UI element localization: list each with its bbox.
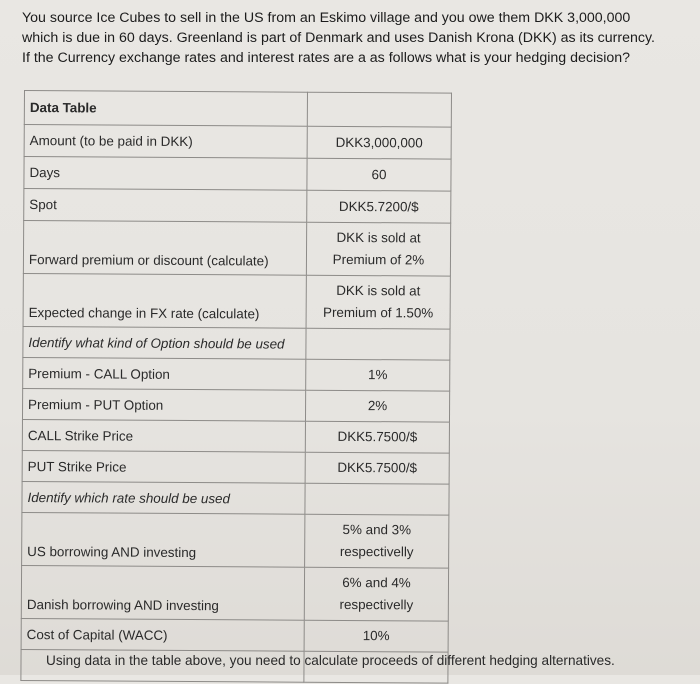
row-value: 2% xyxy=(305,390,449,422)
question-text xyxy=(22,8,694,68)
data-table xyxy=(20,90,452,684)
row-value-line-2: respectivelly xyxy=(339,596,414,613)
table-row xyxy=(23,221,450,277)
row-label: PUT Strike Price xyxy=(22,450,305,483)
row-value: DKK5.7200/$ xyxy=(307,190,451,223)
table-row xyxy=(21,618,448,652)
row-label: Days xyxy=(24,157,307,191)
table-row xyxy=(23,326,450,360)
row-value-line-2: Premium of 1.50% xyxy=(323,304,434,321)
row-value xyxy=(306,275,450,329)
row-value-line-1: DKK is sold at xyxy=(336,282,421,299)
row-value-line-1: DKK is sold at xyxy=(336,229,421,246)
row-value-line-2: respectivelly xyxy=(339,543,414,560)
table-row xyxy=(23,357,450,391)
question-line-1: You source Ice Cubes to sell in the US from an Eskimo village and you owe them DKK 3,000,000 xyxy=(22,10,631,26)
table-row xyxy=(23,273,450,329)
row-label: Forward premium or discount (calculate) xyxy=(23,221,306,276)
table-row xyxy=(22,388,449,422)
table-row xyxy=(24,189,451,224)
row-value: DKK5.7500/$ xyxy=(305,452,449,484)
row-value-line-1: 5% and 3% xyxy=(342,521,412,538)
row-value: DKK5.7500/$ xyxy=(305,421,449,453)
row-label: Spot xyxy=(24,189,307,223)
table-header-row xyxy=(24,91,451,128)
row-value xyxy=(305,514,449,568)
row-value xyxy=(305,483,449,515)
question-line-3: If the Currency exchange rates and interest rates are a as follows what is your hedging decision? xyxy=(22,50,631,66)
row-label: Premium - PUT Option xyxy=(22,388,305,421)
table-title: Data Table xyxy=(24,91,307,127)
table-row xyxy=(24,157,451,192)
row-label: Expected change in FX rate (calculate) xyxy=(23,273,306,328)
row-value xyxy=(306,328,450,360)
row-label: Premium - CALL Option xyxy=(23,357,306,390)
row-value: 60 xyxy=(307,158,451,191)
row-value xyxy=(306,222,450,276)
row-value-line-1: 6% and 4% xyxy=(342,574,411,591)
row-value xyxy=(304,567,448,621)
table-row xyxy=(22,512,449,568)
footer-instruction: Using data in the table above, you need to calculate proceeds of different hedging alternatives. xyxy=(46,653,615,668)
table-row xyxy=(22,419,449,453)
question-line-2: which is due in 60 days. Greenland is part of Denmark and uses Danish Krona (DKK) as its currency. xyxy=(22,30,655,46)
table-row xyxy=(21,565,448,621)
row-value-line-2: Premium of 2% xyxy=(332,251,425,268)
table-row xyxy=(24,125,451,160)
table-row xyxy=(22,481,449,515)
table-header-empty-cell xyxy=(307,92,451,127)
row-value: 1% xyxy=(306,359,450,391)
row-value: 10% xyxy=(304,620,448,652)
table-row xyxy=(22,450,449,484)
row-label: CALL Strike Price xyxy=(22,419,305,452)
row-label: Identify which rate should be used xyxy=(22,481,305,514)
row-label: Cost of Capital (WACC) xyxy=(21,618,304,651)
row-label: Identify what kind of Option should be used xyxy=(23,326,306,359)
row-value: DKK3,000,000 xyxy=(307,126,451,159)
data-table-container xyxy=(20,90,452,684)
row-label: Danish borrowing AND investing xyxy=(21,565,304,620)
row-label: Amount (to be paid in DKK) xyxy=(24,125,307,159)
row-label: US borrowing AND investing xyxy=(22,512,305,567)
